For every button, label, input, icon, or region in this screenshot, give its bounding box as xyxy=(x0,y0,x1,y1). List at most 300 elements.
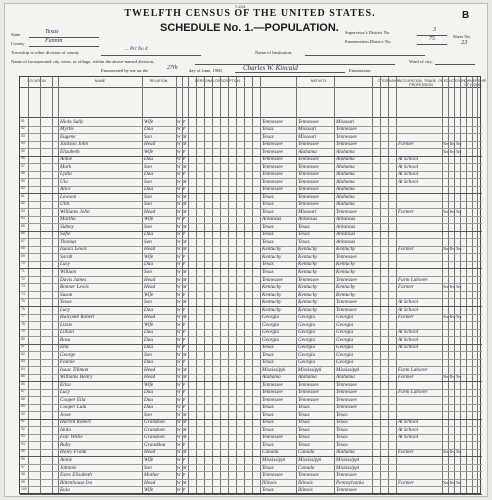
cell-rel: Son xyxy=(144,238,152,245)
cell-sex: M xyxy=(183,178,187,184)
cell-fbp: Kentucky xyxy=(298,269,318,275)
cell-fbp: Missouri xyxy=(298,133,317,140)
cell-bp: Mississippi xyxy=(262,366,286,373)
cell-race: W xyxy=(177,163,181,169)
cell-name: Annie xyxy=(60,457,73,463)
cell-bp: Tennessee xyxy=(262,156,283,163)
cell-mbp: Pennsylvania xyxy=(336,479,364,486)
cell-sex: F xyxy=(183,404,186,410)
cell-bp: Kentucky xyxy=(262,246,282,253)
cell-race: W xyxy=(177,441,181,447)
cell-fbp: Texas xyxy=(298,411,310,418)
cell-fbp: Mississippi xyxy=(298,457,322,463)
cell-race: W xyxy=(177,336,181,342)
line-number: 81 xyxy=(21,344,25,349)
cell-fbp: Texas xyxy=(298,441,310,448)
line-number: 98 xyxy=(21,472,25,477)
cell-name: Idola xyxy=(60,426,71,433)
cell-rel: Dau xyxy=(144,404,153,411)
cell-rel: Son xyxy=(144,178,152,185)
institution-underline xyxy=(305,55,425,56)
cell-rel: Wife xyxy=(144,148,154,155)
cell-fbp: Tennessee xyxy=(298,163,319,170)
cell-edu: Yes Yes Yes xyxy=(443,208,462,214)
cell-occ: Farmer xyxy=(398,141,414,148)
cell-occ: At School xyxy=(398,419,419,426)
cell-fbp: Texas xyxy=(298,231,310,238)
cell-fbp: Tennessee xyxy=(298,201,319,208)
cell-race: W xyxy=(177,359,181,365)
cell-rel: Son xyxy=(144,163,152,170)
cell-bp: Texas xyxy=(262,126,274,133)
line-number: 60 xyxy=(21,186,25,191)
cell-race: W xyxy=(177,171,181,177)
cell-sex: M xyxy=(183,411,187,417)
cell-sex: F xyxy=(183,381,186,387)
cell-fbp: Missouri xyxy=(298,208,317,215)
cell-mbp: Arkansas xyxy=(336,223,356,230)
line-number: 100 xyxy=(21,487,27,492)
cell-mbp: Kentucky xyxy=(336,291,356,298)
cell-name: Elizabeth xyxy=(60,148,80,155)
cell-occ: Farmer xyxy=(398,479,414,486)
cell-race: W xyxy=(177,321,181,327)
cell-sex: F xyxy=(183,359,186,365)
cell-mbp: Georgia xyxy=(336,329,354,336)
line-number: 71 xyxy=(21,269,25,273)
enumerated-label: Enumerated by me on the xyxy=(101,68,149,73)
cell-race: W xyxy=(177,238,181,244)
cell-mbp: Texas xyxy=(336,411,348,418)
cell-bp: Texas xyxy=(262,133,274,140)
cell-sex: M xyxy=(183,464,187,470)
cell-name: Mark xyxy=(60,163,72,170)
cell-race: W xyxy=(177,419,181,425)
state-label: State xyxy=(11,32,21,37)
cell-sex: F xyxy=(183,329,186,335)
line-number: 73 xyxy=(21,284,25,289)
cell-sex: M xyxy=(183,284,187,290)
cell-mbp: Tennessee xyxy=(336,472,357,479)
cell-race: W xyxy=(177,276,181,282)
cell-mbp: Tennessee xyxy=(336,487,357,494)
cell-name: Ula xyxy=(60,178,68,185)
cell-bp: Texas xyxy=(262,238,274,245)
line-number: 53 xyxy=(21,133,25,138)
line-number: 69 xyxy=(21,253,25,258)
township-value: ... Pct No 4 xyxy=(125,47,148,52)
cell-mbp: Tennessee xyxy=(336,126,357,133)
cell-mbp: Georgia xyxy=(336,321,354,328)
cell-bp: Kentucky xyxy=(262,299,282,306)
cell-bp: Texas xyxy=(262,487,274,494)
colgroup-personal: PERSONAL DESCRIPTION. xyxy=(195,79,241,83)
cell-bp: Canada xyxy=(262,449,279,456)
cell-rel: Head xyxy=(144,374,156,381)
township-underline xyxy=(101,55,201,56)
cell-name: Myrtle xyxy=(60,126,74,133)
cell-fbp: Texas xyxy=(298,419,310,426)
cell-race: W xyxy=(177,246,181,252)
cell-mbp: Tennessee xyxy=(336,208,357,215)
cell-bp: Kentucky xyxy=(262,284,282,291)
cell-mbp: Tennessee xyxy=(336,133,357,140)
cell-race: W xyxy=(177,193,181,199)
cell-sex: F xyxy=(183,396,186,402)
line-number: 68 xyxy=(21,246,25,251)
supervisor-label: Supervisor's District No. xyxy=(345,30,391,35)
cell-rel: Head xyxy=(144,276,156,283)
page-title: TWELFTH CENSUS OF THE UNITED STATES. xyxy=(124,8,376,19)
cell-mbp: Tennessee xyxy=(336,389,357,396)
line-number: 96 xyxy=(21,457,25,461)
cell-occ: Farmer xyxy=(398,449,414,456)
cell-edu: Yes Yes Yes xyxy=(443,374,462,380)
cell-mbp: Alabama xyxy=(336,449,355,456)
line-number: 84 xyxy=(21,366,25,371)
cell-fbp: Tennessee xyxy=(298,389,319,396)
cell-sex: M xyxy=(183,374,187,380)
cell-rel: Son xyxy=(144,269,152,275)
cell-rel: Dau xyxy=(144,171,153,178)
enumerator-underline xyxy=(235,72,345,73)
cell-bp: Kentucky xyxy=(262,253,282,260)
cell-occ: Farmer xyxy=(398,284,414,291)
cell-sex: F xyxy=(183,306,186,312)
cell-edu: Yes Yes Yes xyxy=(443,141,462,147)
cell-fbp: Texas xyxy=(298,426,310,433)
line-number: 64 xyxy=(21,216,25,221)
enum-day: 27th xyxy=(167,65,178,71)
cell-bp: Tennessee xyxy=(262,186,283,193)
line-number: 79 xyxy=(21,329,25,334)
cell-fbp: Tennessee xyxy=(298,141,319,148)
cell-race: W xyxy=(177,148,181,154)
line-number: 59 xyxy=(21,178,25,183)
cell-race: W xyxy=(177,389,181,395)
cell-bp: Kentucky xyxy=(262,291,282,298)
cell-sex: M xyxy=(183,351,187,357)
cell-sex: F xyxy=(183,336,186,342)
state-underline xyxy=(29,37,99,38)
cell-bp: Georgia xyxy=(262,321,280,328)
ward-label: Ward of city, xyxy=(409,59,433,64)
cell-fbp: Alabama xyxy=(298,148,317,155)
cell-mbp: Alabama xyxy=(336,156,355,163)
cell-bp: Texas xyxy=(262,411,274,418)
cell-race: W xyxy=(177,133,181,139)
cell-sex: M xyxy=(183,299,187,305)
cell-rel: Dau xyxy=(144,329,153,336)
line-number: 86 xyxy=(21,381,25,386)
cell-name: George xyxy=(60,351,76,358)
cell-mbp: Texas xyxy=(336,441,348,448)
cell-bp: Texas xyxy=(262,426,274,433)
cell-bp: Tennessee xyxy=(262,178,283,185)
cell-name: Thomas xyxy=(60,238,77,245)
line-number: 72 xyxy=(21,276,25,281)
county-underline xyxy=(29,46,99,47)
line-number: 54 xyxy=(21,141,25,146)
line-number: 56 xyxy=(21,156,25,161)
sheet-no-label: Sheet No. xyxy=(453,34,472,39)
cell-bp: Texas xyxy=(262,464,274,471)
cell-name: Annie xyxy=(60,156,73,163)
cell-race: W xyxy=(177,178,181,184)
cell-sex: F xyxy=(183,389,186,395)
cell-race: W xyxy=(177,156,181,162)
cell-mbp: Georgia xyxy=(336,344,354,351)
cell-fbp: Texas xyxy=(298,238,310,245)
cell-mbp: Mississippi xyxy=(336,457,360,463)
line-number: 92 xyxy=(21,426,25,431)
cell-bp: Texas xyxy=(262,351,274,358)
cell-fbp: Tennessee xyxy=(298,396,319,403)
cell-mbp: Kentucky xyxy=(336,269,356,275)
cell-name: Rosa xyxy=(60,336,71,343)
cell-bp: Tennessee xyxy=(262,389,283,396)
cell-mbp: Tennessee xyxy=(336,404,357,411)
cell-name: Fannie xyxy=(60,359,75,366)
cell-rel: Wife xyxy=(144,321,154,328)
cell-bp: Texas xyxy=(262,231,274,238)
cell-occ: At School xyxy=(398,344,419,351)
cell-fbp: Tennessee xyxy=(298,171,319,178)
enumerator-name: Charles W. Kincaid xyxy=(243,64,298,72)
cell-sex: M xyxy=(183,163,187,169)
cell-fbp: Tennessee xyxy=(298,118,319,125)
cell-rel: Dau xyxy=(144,261,153,268)
cell-sex: M xyxy=(183,238,187,244)
cell-sex: M xyxy=(183,223,187,229)
cell-mbp: Texas xyxy=(336,434,348,441)
cell-fbp: Alabama xyxy=(298,374,317,381)
cell-fbp: Tennessee xyxy=(298,472,319,479)
cell-sex: M xyxy=(183,314,187,320)
cell-rel: Dau xyxy=(144,126,153,133)
cell-bp: Texas xyxy=(262,269,274,275)
line-number: 75 xyxy=(21,299,25,304)
cell-rel: Head xyxy=(144,449,156,456)
cell-sex: F xyxy=(183,156,186,162)
cell-mbp: Alabama xyxy=(336,171,355,178)
cell-race: W xyxy=(177,479,181,485)
cell-name: Texas xyxy=(60,299,72,306)
cell-race: W xyxy=(177,284,181,290)
cell-rel: Son xyxy=(144,299,152,306)
cell-name: Cooper Lula xyxy=(60,404,87,411)
cell-name: Williams Henry xyxy=(60,374,93,381)
cell-race: W xyxy=(177,186,181,192)
line-number: 99 xyxy=(21,479,25,484)
cell-edu: Yes Yes Yes xyxy=(443,449,462,455)
cell-fbp: Tennessee xyxy=(298,381,319,388)
line-number: 90 xyxy=(21,411,25,416)
cell-race: W xyxy=(177,201,181,207)
cell-bp: Tennessee xyxy=(262,472,283,479)
cell-rel: Mother xyxy=(144,472,160,479)
cell-sex: M xyxy=(183,434,187,440)
cell-bp: Arkansas xyxy=(262,216,282,223)
township-label: Township or other division of county xyxy=(11,50,80,55)
cell-name: William xyxy=(60,269,77,275)
schedule-title: SCHEDULE No. 1.—POPULATION. xyxy=(160,22,339,34)
cell-rel: Granddau xyxy=(144,441,166,448)
cell-rel: Dau xyxy=(144,396,153,403)
line-number: 80 xyxy=(21,336,25,341)
cell-bp: Illinois xyxy=(262,479,277,486)
cell-sex: F xyxy=(183,126,186,132)
cell-name: Fair Willie xyxy=(60,434,83,441)
cell-rel: Head xyxy=(144,284,156,291)
cell-name: Jackson John xyxy=(60,141,89,148)
cell-fbp: Kentucky xyxy=(298,291,318,298)
cell-mbp: Arkansas xyxy=(336,231,356,238)
cell-race: W xyxy=(177,344,181,350)
cell-mbp: Alabama xyxy=(336,201,355,208)
cell-sex: F xyxy=(183,171,186,177)
cell-mbp: Tennessee xyxy=(336,141,357,148)
cell-name: Lucy xyxy=(60,389,71,396)
cell-rel: Head xyxy=(144,479,156,486)
cell-mbp: Tennessee xyxy=(336,253,357,260)
line-number: 94 xyxy=(21,441,25,446)
cell-name: Harrell Robert xyxy=(60,419,91,426)
cell-sex: F xyxy=(183,253,186,259)
cell-occ: Farm Laborer xyxy=(398,276,428,283)
cell-mbp: Kentucky xyxy=(336,261,356,268)
supervisor-value: 3 xyxy=(433,27,436,33)
cell-rel: Wife xyxy=(144,216,154,223)
cell-sex: F xyxy=(183,487,186,493)
cell-fbp: Kentucky xyxy=(298,284,318,291)
cell-name: Ulin xyxy=(60,201,70,208)
cell-mbp: Arkansas xyxy=(336,238,356,245)
cell-name: Lydia xyxy=(60,171,72,178)
colgroup-ownership: OWNERSHIP OF HOME. xyxy=(464,79,487,87)
cell-bp: Tennessee xyxy=(262,163,283,170)
colgroup-name: NAME xyxy=(94,79,106,83)
line-number: 91 xyxy=(21,419,25,424)
cell-race: W xyxy=(177,472,181,478)
cell-race: W xyxy=(177,426,181,432)
cell-name: Martha xyxy=(60,216,76,223)
cell-name: Lucy xyxy=(60,306,71,313)
cell-rel: Head xyxy=(144,314,156,321)
census-rows xyxy=(20,77,487,495)
cell-name: Sofie xyxy=(60,231,71,238)
cell-name: Ruby xyxy=(60,441,71,448)
line-number: 67 xyxy=(21,238,25,243)
line-number: 55 xyxy=(21,148,25,153)
cell-race: W xyxy=(177,314,181,320)
cell-rel: Dau xyxy=(144,231,153,238)
cell-rel: Dau xyxy=(144,186,153,193)
cell-fbp: Tennessee xyxy=(298,156,319,163)
enum-district-value: 75 xyxy=(429,36,435,42)
row-rule xyxy=(20,494,482,495)
cell-race: W xyxy=(177,434,181,440)
cell-edu: Yes Yes Yes xyxy=(443,479,462,485)
line-number: 74 xyxy=(21,291,25,296)
cell-mbp: Alabama xyxy=(336,163,355,170)
cell-sex: M xyxy=(183,276,187,282)
cell-rel: Wife xyxy=(144,253,154,260)
cell-mbp: Texas xyxy=(336,426,348,433)
cell-race: W xyxy=(177,464,181,470)
cell-name: Sarah xyxy=(60,253,73,260)
colgroup-occupation: OCCUPATION, TRADE, OR PROFESSION xyxy=(398,79,444,87)
cell-sex: M xyxy=(183,366,187,372)
cell-rel: Wife xyxy=(144,291,154,298)
cell-bp: Georgia xyxy=(262,329,280,336)
cell-race: W xyxy=(177,223,181,229)
colgroup-citizenship: CITIZENSHIP. xyxy=(377,79,401,83)
cell-name: Sidney xyxy=(60,223,74,230)
county-value: Fannin xyxy=(45,38,63,44)
cell-name: Isaac Tillman xyxy=(60,366,89,373)
cell-fbp: Georgia xyxy=(298,314,316,321)
form-number: 7-224 xyxy=(235,4,246,9)
cell-bp: Texas xyxy=(262,359,274,366)
cell-rel: Dau xyxy=(144,306,153,313)
cell-occ: At School xyxy=(398,156,419,163)
cell-sex: M xyxy=(183,141,187,147)
cell-occ: Farm Laborer xyxy=(398,389,428,396)
cell-race: W xyxy=(177,457,181,462)
cell-mbp: Arkansas xyxy=(336,216,356,223)
line-number: 88 xyxy=(21,396,25,401)
enumerator-label: Enumerator. xyxy=(349,68,372,73)
cell-sex: F xyxy=(183,457,186,462)
cell-fbp: Canada xyxy=(298,464,315,471)
cell-name: Lizzie xyxy=(60,321,73,328)
line-number: 52 xyxy=(21,126,25,131)
cell-race: W xyxy=(177,291,181,297)
cell-occ: At School xyxy=(398,434,419,441)
cell-rel: Dau xyxy=(144,344,153,351)
cell-bp: Georgia xyxy=(262,336,280,343)
cell-name: Jesse xyxy=(60,411,71,418)
cell-name: Haley Frank xyxy=(60,449,87,456)
cell-mbp: Georgia xyxy=(336,351,354,358)
cell-occ: At School xyxy=(398,426,419,433)
line-number: 57 xyxy=(21,163,25,168)
line-number: 95 xyxy=(21,449,25,454)
cell-rel: Son xyxy=(144,133,152,140)
cell-race: W xyxy=(177,449,181,455)
cell-name: Lucy xyxy=(60,261,71,268)
cell-rel: Head xyxy=(144,366,156,373)
cell-fbp: Tennessee xyxy=(298,186,319,193)
cell-race: W xyxy=(177,366,181,372)
cell-occ: At School xyxy=(398,178,419,185)
cell-mbp: Alabama xyxy=(336,186,355,193)
institution-label: Name of Institution, xyxy=(255,50,293,55)
enum-district-underline xyxy=(417,44,447,45)
cell-bp: Alabama xyxy=(262,374,281,381)
cell-sex: M xyxy=(183,269,187,274)
cell-sex: M xyxy=(183,208,187,214)
cell-sex: F xyxy=(183,216,186,222)
cell-rel: Son xyxy=(144,351,152,358)
cell-bp: Tennessee xyxy=(262,141,283,148)
cell-mbp: Alabama xyxy=(336,374,355,381)
colgroup-nativity: NATIVITY. xyxy=(310,79,328,83)
cell-bp: Texas xyxy=(262,223,274,230)
cell-rel: Grandson xyxy=(144,434,165,441)
cell-rel: Dau xyxy=(144,359,153,366)
